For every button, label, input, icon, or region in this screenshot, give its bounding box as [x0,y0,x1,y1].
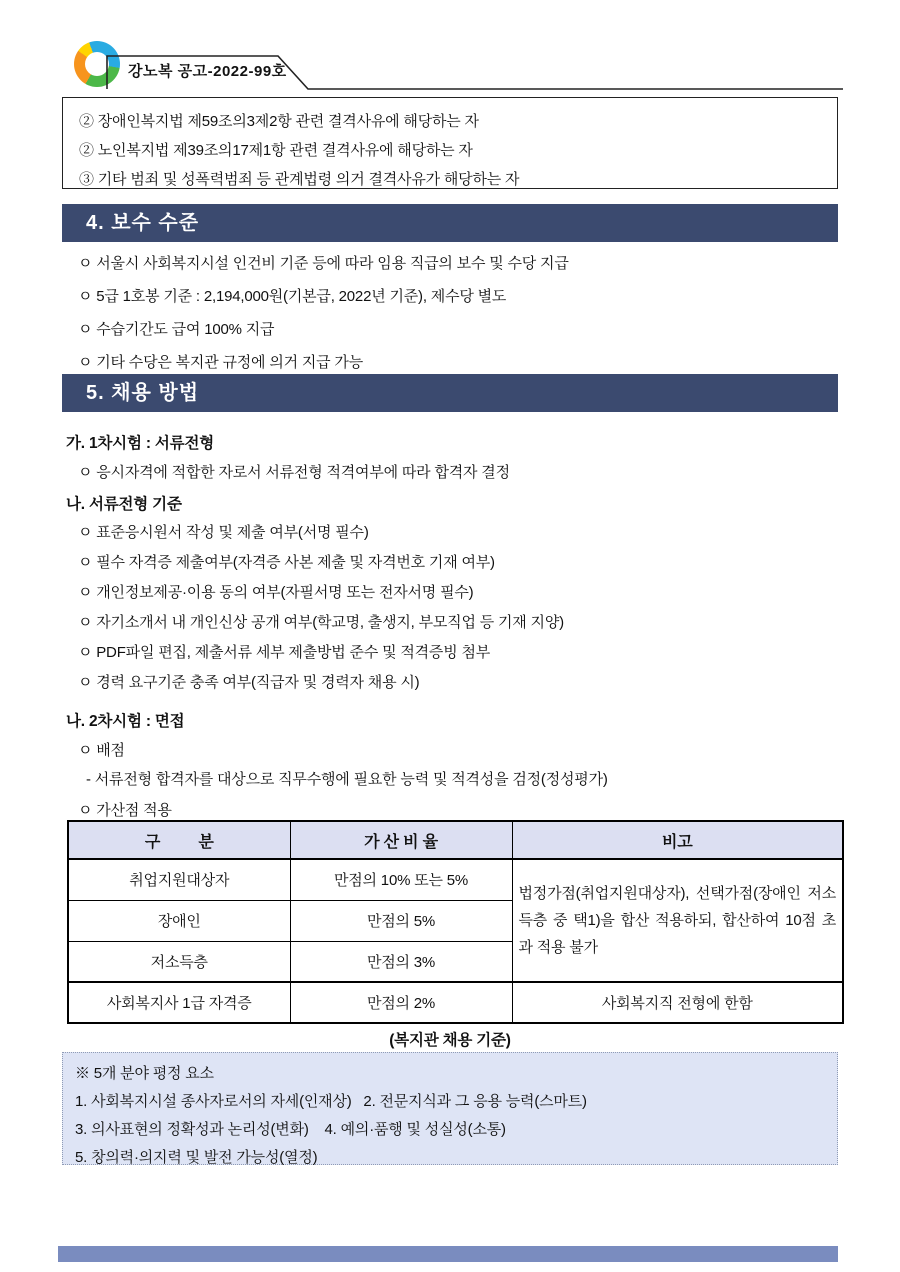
note-line: 3. 의사표현의 정확성과 논리성(변화) 4. 예의·품행 및 성실성(소통) [75,1121,506,1138]
col-header-ratio: 가 산 비 율 [290,821,512,859]
criteria-item: ㅇ PDF파일 편집, 제출서류 세부 제출방법 준수 및 적격증빙 첨부 [78,644,491,661]
cell-remark: 사회복지직 전형에 한함 [512,982,843,1023]
bonus-point-table [67,820,844,1024]
table-row [68,859,843,900]
cell-category: 취업지원대상자 [68,859,290,900]
col-header-remark: 비고 [512,821,843,859]
cell-ratio: 만점의 5% [290,900,512,941]
salary-item: ㅇ 수습기간도 급여 100% 지급 [78,321,275,338]
subsection-second-exam-title: 나. 2차시험 : 면접 [66,713,185,730]
criteria-item: ㅇ 표준응시원서 작성 및 제출 여부(서명 필수) [78,524,369,541]
table-row [68,982,843,1023]
subsection-criteria-title: 나. 서류전형 기준 [66,496,182,513]
cell-category: 저소득층 [68,941,290,982]
table-header-row [68,821,843,859]
note-line: 1. 사회복지시설 종사자로서의 자세(인재상) 2. 전문지식과 그 응용 능력(스마트) [75,1093,587,1110]
second-exam-subitem: - 서류전형 합격자를 대상으로 직무수행에 필요한 능력 및 적격성을 검정(정성평가) [86,771,608,788]
evaluation-note-box [62,1052,838,1165]
second-exam-item: ㅇ 배점 [78,742,125,759]
table-caption: (복지관 채용 기준) [389,1032,511,1049]
salary-item: ㅇ 5급 1호봉 기준 : 2,194,000원(기본급, 2022년 기준), 제수당 별도 [78,288,507,305]
note-title: ※ 5개 분야 평정 요소 [75,1065,214,1082]
cell-ratio: 만점의 2% [290,982,512,1023]
cell-ratio: 만점의 3% [290,941,512,982]
criteria-item: ㅇ 개인정보제공·이용 동의 여부(자필서명 또는 전자서명 필수) [78,584,474,601]
section-4-title-bar: 4. 보수 수준 [62,204,838,242]
cell-ratio: 만점의 10% 또는 5% [290,859,512,900]
criteria-item: ㅇ 필수 자격증 제출여부(자격증 사본 제출 및 자격번호 기재 여부) [78,554,495,571]
col-header-category: 구 분 [68,821,290,859]
subsection-first-exam-title: 가. 1차시험 : 서류전형 [66,435,214,452]
disqualification-item: ② 노인복지법 제39조의17제1항 관련 결격사유에 해당하는 자 [79,142,473,159]
salary-item: ㅇ 서울시 사회복지시설 인건비 기준 등에 따라 임용 직급의 보수 및 수당 지급 [78,255,569,272]
cell-merged-remark: 법정가점(취업지원대상자), 선택가점(장애인 저소득층 중 택1)을 합산 적용하되, 합산하여 10점 초과 적용 불가 [512,859,843,982]
second-exam-item: ㅇ 가산점 적용 [78,802,172,819]
salary-item: ㅇ 기타 수당은 복지관 규정에 의거 지급 가능 [78,354,363,371]
cell-category: 사회복지사 1급 자격증 [68,982,290,1023]
note-line: 5. 창의력·의지력 및 발전 가능성(열정) [75,1149,318,1166]
criteria-item: ㅇ 자기소개서 내 개인신상 공개 여부(학교명, 출생지, 부모직업 등 기재 지양) [78,614,564,631]
document-number: 강노복 공고-2022-99호 [128,63,287,80]
next-section-bar-sliver [58,1246,838,1262]
disqualification-item: ② 장애인복지법 제59조의3제2항 관련 결격사유에 해당하는 자 [79,113,479,130]
first-exam-item: ㅇ 응시자격에 적합한 자로서 서류전형 적격여부에 따라 합격자 결정 [78,464,510,481]
criteria-item: ㅇ 경력 요구기준 충족 여부(직급자 및 경력자 채용 시) [78,674,420,691]
disqualification-box [62,97,838,189]
cell-category: 장애인 [68,900,290,941]
section-5-title-bar: 5. 채용 방법 [62,374,838,412]
disqualification-item: ③ 기타 범죄 및 성폭력범죄 등 관계법령 의거 결격사유가 해당하는 자 [79,171,520,188]
